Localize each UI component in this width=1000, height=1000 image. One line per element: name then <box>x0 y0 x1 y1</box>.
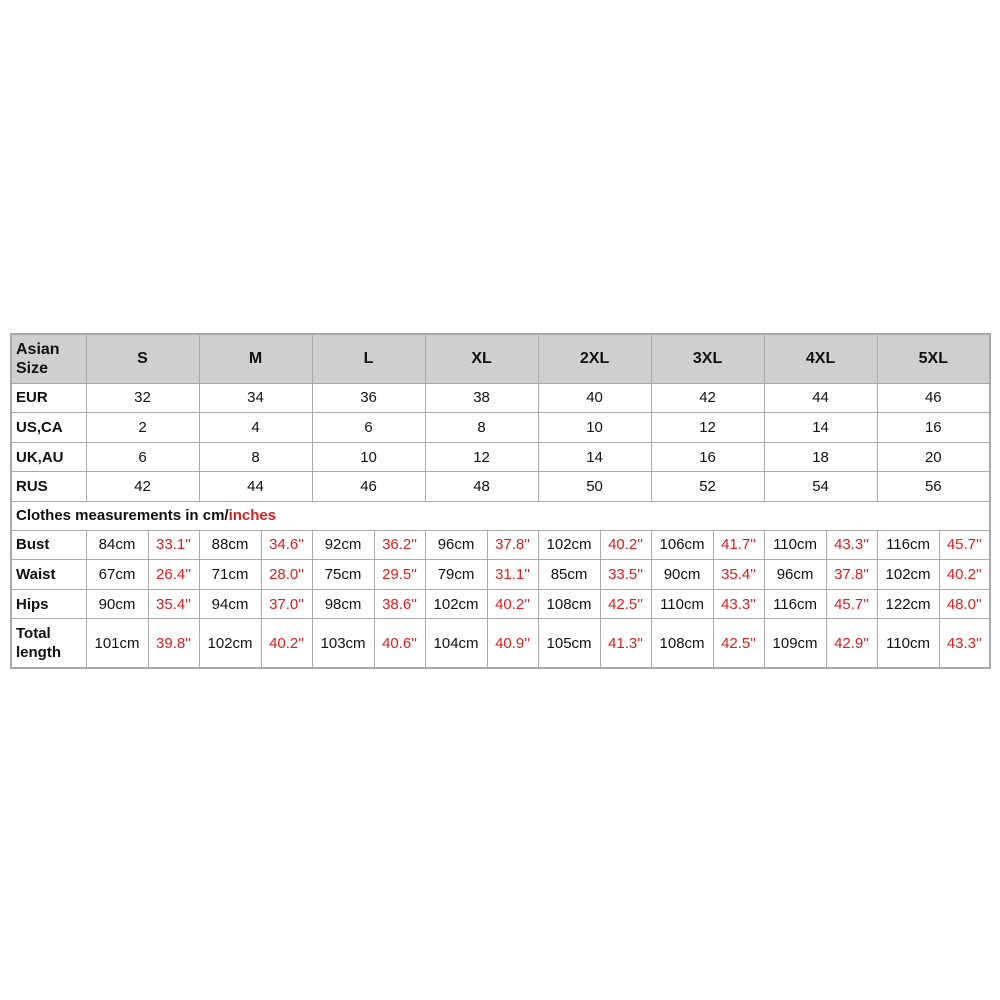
conversion-value: 16 <box>877 413 990 443</box>
conversion-value: 6 <box>86 442 199 472</box>
inch-value: 42.5'' <box>600 589 651 619</box>
cm-value: 98cm <box>312 589 374 619</box>
conversion-value: 18 <box>764 442 877 472</box>
inch-value: 36.2'' <box>374 530 425 560</box>
cm-value: 122cm <box>877 589 939 619</box>
conversion-value: 12 <box>425 442 538 472</box>
cm-value: 106cm <box>651 530 713 560</box>
conversion-row <box>11 413 990 443</box>
cm-value: 101cm <box>86 619 148 668</box>
conversion-value: 14 <box>764 413 877 443</box>
inch-value: 43.3'' <box>826 530 877 560</box>
conversion-row <box>11 472 990 502</box>
measurement-row <box>11 530 990 560</box>
inch-value: 40.6'' <box>374 619 425 668</box>
conversion-value: 34 <box>199 383 312 413</box>
cm-value: 102cm <box>199 619 261 668</box>
measurement-row <box>11 560 990 590</box>
cm-value: 109cm <box>764 619 826 668</box>
caption-inches: inches <box>228 507 277 525</box>
conversion-label: EUR <box>11 383 86 413</box>
size-header-l: L <box>312 334 425 383</box>
cm-value: 75cm <box>312 560 374 590</box>
asian-size-header: Asian Size <box>11 334 86 383</box>
size-header-3xl: 3XL <box>651 334 764 383</box>
inch-value: 42.9'' <box>826 619 877 668</box>
measurement-row <box>11 589 990 619</box>
measurement-label: Bust <box>11 530 86 560</box>
conversion-value: 46 <box>312 472 425 502</box>
cm-value: 102cm <box>877 560 939 590</box>
inch-value: 43.3'' <box>939 619 990 668</box>
conversion-value: 38 <box>425 383 538 413</box>
measurement-caption <box>11 501 990 530</box>
conversion-value: 42 <box>86 472 199 502</box>
cm-value: 85cm <box>538 560 600 590</box>
conversion-value: 12 <box>651 413 764 443</box>
inch-value: 41.3'' <box>600 619 651 668</box>
cm-value: 92cm <box>312 530 374 560</box>
size-chart-table <box>10 333 991 669</box>
measurement-caption-row <box>11 501 990 530</box>
inch-value: 34.6'' <box>261 530 312 560</box>
conversion-value: 42 <box>651 383 764 413</box>
cm-value: 94cm <box>199 589 261 619</box>
cm-value: 110cm <box>651 589 713 619</box>
inch-value: 48.0'' <box>939 589 990 619</box>
conversion-value: 54 <box>764 472 877 502</box>
inch-value: 45.7'' <box>826 589 877 619</box>
conversion-value: 20 <box>877 442 990 472</box>
inch-value: 43.3'' <box>713 589 764 619</box>
conversion-value: 44 <box>764 383 877 413</box>
conversion-value: 8 <box>199 442 312 472</box>
conversion-value: 40 <box>538 383 651 413</box>
cm-value: 104cm <box>425 619 487 668</box>
conversion-value: 56 <box>877 472 990 502</box>
measurement-label: Hips <box>11 589 86 619</box>
inch-value: 42.5'' <box>713 619 764 668</box>
inch-value: 40.2'' <box>939 560 990 590</box>
size-header-5xl: 5XL <box>877 334 990 383</box>
conversion-value: 10 <box>312 442 425 472</box>
inch-value: 33.1'' <box>148 530 199 560</box>
measurement-row <box>11 619 990 668</box>
cm-value: 102cm <box>425 589 487 619</box>
inch-value: 39.8'' <box>148 619 199 668</box>
size-header-s: S <box>86 334 199 383</box>
cm-value: 67cm <box>86 560 148 590</box>
inch-value: 45.7'' <box>939 530 990 560</box>
conversion-value: 52 <box>651 472 764 502</box>
inch-value: 26.4'' <box>148 560 199 590</box>
inch-value: 37.8'' <box>487 530 538 560</box>
size-header-2xl: 2XL <box>538 334 651 383</box>
cm-value: 105cm <box>538 619 600 668</box>
conversion-value: 10 <box>538 413 651 443</box>
inch-value: 28.0'' <box>261 560 312 590</box>
cm-value: 96cm <box>425 530 487 560</box>
conversion-value: 50 <box>538 472 651 502</box>
conversion-value: 32 <box>86 383 199 413</box>
cm-value: 84cm <box>86 530 148 560</box>
measurement-label: Total length <box>11 619 86 668</box>
cm-value: 102cm <box>538 530 600 560</box>
inch-value: 35.4'' <box>713 560 764 590</box>
conversion-value: 6 <box>312 413 425 443</box>
inch-value: 41.7'' <box>713 530 764 560</box>
conversion-value: 8 <box>425 413 538 443</box>
cm-value: 79cm <box>425 560 487 590</box>
cm-value: 96cm <box>764 560 826 590</box>
inch-value: 40.2'' <box>600 530 651 560</box>
inch-value: 40.2'' <box>487 589 538 619</box>
caption-prefix: Clothes measurements in cm/ <box>16 507 229 525</box>
inch-value: 29.5'' <box>374 560 425 590</box>
conversion-value: 16 <box>651 442 764 472</box>
cm-value: 110cm <box>764 530 826 560</box>
conversion-value: 48 <box>425 472 538 502</box>
cm-value: 90cm <box>86 589 148 619</box>
cm-value: 108cm <box>538 589 600 619</box>
conversion-value: 4 <box>199 413 312 443</box>
conversion-value: 2 <box>86 413 199 443</box>
cm-value: 110cm <box>877 619 939 668</box>
size-header-4xl: 4XL <box>764 334 877 383</box>
inch-value: 40.2'' <box>261 619 312 668</box>
inch-value: 35.4'' <box>148 589 199 619</box>
conversion-label: UK,AU <box>11 442 86 472</box>
conversion-value: 36 <box>312 383 425 413</box>
inch-value: 33.5'' <box>600 560 651 590</box>
conversion-label: US,CA <box>11 413 86 443</box>
conversion-row <box>11 383 990 413</box>
inch-value: 38.6'' <box>374 589 425 619</box>
conversion-label: RUS <box>11 472 86 502</box>
conversion-value: 14 <box>538 442 651 472</box>
cm-value: 71cm <box>199 560 261 590</box>
cm-value: 88cm <box>199 530 261 560</box>
cm-value: 108cm <box>651 619 713 668</box>
size-header-xl: XL <box>425 334 538 383</box>
conversion-value: 44 <box>199 472 312 502</box>
cm-value: 116cm <box>877 530 939 560</box>
cm-value: 103cm <box>312 619 374 668</box>
size-header-row <box>11 334 990 383</box>
conversion-row <box>11 442 990 472</box>
cm-value: 90cm <box>651 560 713 590</box>
inch-value: 37.8'' <box>826 560 877 590</box>
size-header-m: M <box>199 334 312 383</box>
measurement-label: Waist <box>11 560 86 590</box>
inch-value: 37.0'' <box>261 589 312 619</box>
inch-value: 40.9'' <box>487 619 538 668</box>
cm-value: 116cm <box>764 589 826 619</box>
conversion-value: 46 <box>877 383 990 413</box>
inch-value: 31.1'' <box>487 560 538 590</box>
